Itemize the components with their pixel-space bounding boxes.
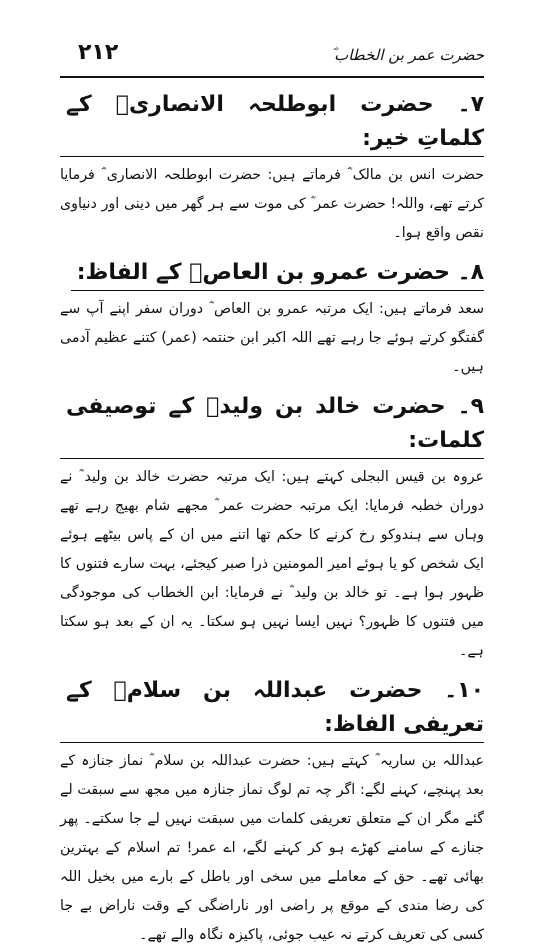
section-paragraph: حضرت انس بن مالک ؓ فرماتے ہیں: حضرت ابوطلحہ الانصاری ؓ فرمایا کرتے تھے، واللہ! حضرت عمر ؓ کی موت سے ہر گھر میں دینی اور دنیاوی نقص واقع ہوا۔ <box>60 167 484 241</box>
section-heading: ۷۔ حضرت ابوطلحہ الانصاریؓ کے کلماتِ خیر: <box>60 88 484 157</box>
page-content <box>60 82 484 952</box>
page-header <box>60 40 484 78</box>
section-paragraph: عبداللہ بن ساریہ ؓ کہتے ہیں: حضرت عبداللہ بن سلام ؓ نماز جنازہ کے بعد پہنچے، کہنے لگے: اگر چہ تم لوگ نماز جنازہ میں مجھ سے سبقت لے گئے مگر ان کے متعلق تعریفی کلمات میں سبقت نہیں لے جا سکتے۔ پھر جنازے کے سامنے کھڑے ہو کر کہنے لگے، اے عمر! تم اسلام کے بہترین بھائی تھے۔ حق کے معاملے میں سخی اور باطل کے بارے میں بخیل اللہ کی رضا مندی کے موقع پر راضی اور ناراضگی کے وقت ناراض بے جا کسی کی تعریف کرتے نہ عیب جوئی، پاکیزہ نگاہ والے تھے۔ <box>60 753 484 943</box>
section-abdullah-ibn-salam <box>60 668 484 950</box>
section-paragraph: سعد فرماتے ہیں: ایک مرتبہ عمرو بن العاص ؓ دوران سفر اپنے آپ سے گفتگو کرتے ہوئے جا رہے تھے اللہ اکبر ابن حنتمہ (عمر) کتنے عظیم آدمی ہیں۔ <box>60 301 484 375</box>
section-amr-ibn-al-as <box>60 250 484 382</box>
running-title: حضرت عمر بن الخطاب ؓ <box>330 46 484 64</box>
section-abu-talha <box>60 82 484 248</box>
section-heading: ۸۔ حضرت عمرو بن العاصؓ کے الفاظ: <box>71 256 484 291</box>
section-paragraph: عروہ بن قیس البجلی کہتے ہیں: ایک مرتبہ حضرت خالد بن ولید ؓ نے دوران خطبہ فرمایا: ایک مرتبہ حضرت عمر ؓ مجھے شام بھیج رہے تھے وہاں سے ہندوکو رخ کرنے کا حکم تھا اتنے میں ان کے پاس بیٹھے ہوئے ایک شخص کو یا ہوئے امیر المومنین ذرا صبر کیجئے، بہت سارے فتنوں کا ظہور ہوا ہے۔ تو خالد بن ولید ؓ نے فرمایا: ابن الخطاب کی موجودگی میں فتنوں کا ظہور؟ نہیں ایسا نہیں ہو سکتا۔ یہ ان کے بعد ہو سکتا ہے۔ <box>60 469 484 659</box>
section-khalid-ibn-walid <box>60 384 484 666</box>
section-heading: ۱۰۔ حضرت عبداللہ بن سلامؓ کے تعریفی الفاظ: <box>60 674 484 743</box>
section-heading: ۹۔ حضرت خالد بن ولیدؓ کے توصیفی کلمات: <box>60 390 484 459</box>
page-number: ۲۱۲ <box>78 40 119 65</box>
